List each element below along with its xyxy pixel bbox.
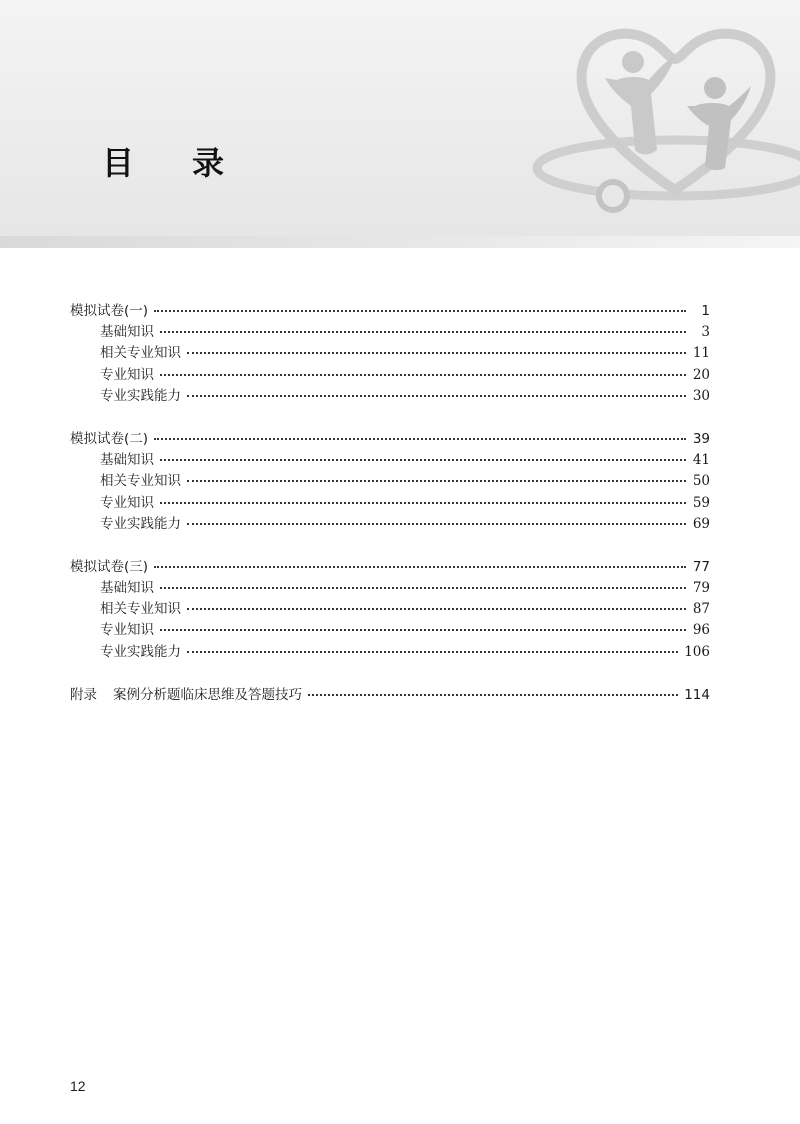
toc-subentry[interactable] [70,597,710,618]
dot-leader [154,310,686,312]
dot-leader [187,523,686,525]
toc-subentry-page: 41 [692,452,710,469]
toc-appendix-title [70,683,302,703]
toc-subentry[interactable] [70,384,710,405]
toc-subentry-label: 基础知识 [100,452,154,469]
toc-appendix-page: 114 [684,686,710,703]
toc-subentry-label: 专业知识 [100,494,154,511]
page-header [0,0,800,236]
toc-subentry-page: 3 [701,324,710,341]
toc-subentry[interactable] [70,341,710,362]
dot-leader [187,608,686,610]
toc-entry-page: 1 [701,303,710,319]
dot-leader [187,352,686,354]
toc-subentry-label: 基础知识 [100,580,154,597]
toc-entry[interactable] [70,299,710,320]
dot-leader [154,438,686,440]
page-title: 目录 [102,144,283,182]
toc-group [70,299,710,405]
toc-subentry[interactable] [70,469,710,490]
toc-subentry-page: 50 [692,473,710,490]
toc-group [70,555,710,661]
toc-entry-title: 模拟试卷(三) [70,558,149,575]
dot-leader [187,395,686,397]
toc-subentry-label: 基础知识 [100,324,154,341]
toc-subentry[interactable] [70,320,710,341]
toc-subentry-page: 11 [692,345,710,362]
toc-subentry-label: 专业实践能力 [100,643,181,660]
toc-subentry-page: 96 [692,622,710,639]
toc-subentry-label: 专业实践能力 [100,387,181,404]
toc-entry-title: 模拟试卷(二) [70,430,149,447]
toc-subentry[interactable] [70,363,710,384]
toc-subentry-page: 30 [692,387,710,404]
toc-subentry-page: 79 [692,580,710,597]
dot-leader [160,502,686,504]
toc-subentry-label: 相关专业知识 [100,345,181,362]
dot-leader [187,480,686,482]
toc-subentry-label: 相关专业知识 [100,473,181,490]
toc-subentry-page: 69 [692,515,710,532]
toc-subentry-page: 106 [684,643,710,660]
appendix-prefix: 附录 [70,686,97,703]
toc-group [70,427,710,533]
page-number: 12 [70,1078,86,1094]
dot-leader [160,629,686,631]
toc-subentry-page: 59 [692,494,710,511]
header-divider-band [0,236,800,248]
toc-subentry-label: 相关专业知识 [100,601,181,618]
dot-leader [160,374,686,376]
toc-subentry[interactable] [70,640,710,661]
dot-leader [308,694,678,696]
toc-entry-page: 39 [692,430,710,447]
toc-subentry-page: 20 [692,366,710,383]
toc-appendix-entry[interactable] [70,683,710,704]
dot-leader [160,331,686,333]
toc-entry-page: 77 [692,558,710,575]
table-of-contents [70,299,710,704]
toc-subentry[interactable] [70,576,710,597]
toc-entry-title: 模拟试卷(一) [70,303,149,319]
dot-leader [187,651,678,653]
toc-subentry[interactable] [70,491,710,512]
dot-leader [160,459,686,461]
toc-subentry[interactable] [70,618,710,639]
toc-subentry[interactable] [70,448,710,469]
dot-leader [154,566,686,568]
toc-subentry-page: 87 [692,601,710,618]
toc-subentry-label: 专业知识 [100,622,154,639]
toc-subentry[interactable] [70,512,710,533]
toc-entry[interactable] [70,555,710,576]
toc-entry[interactable] [70,427,710,448]
appendix-label: 案例分析题临床思维及答题技巧 [113,686,302,703]
dot-leader [160,587,686,589]
stethoscope-heart-logo-icon [525,10,800,225]
toc-subentry-label: 专业实践能力 [100,515,181,532]
toc-subentry-label: 专业知识 [100,366,154,383]
